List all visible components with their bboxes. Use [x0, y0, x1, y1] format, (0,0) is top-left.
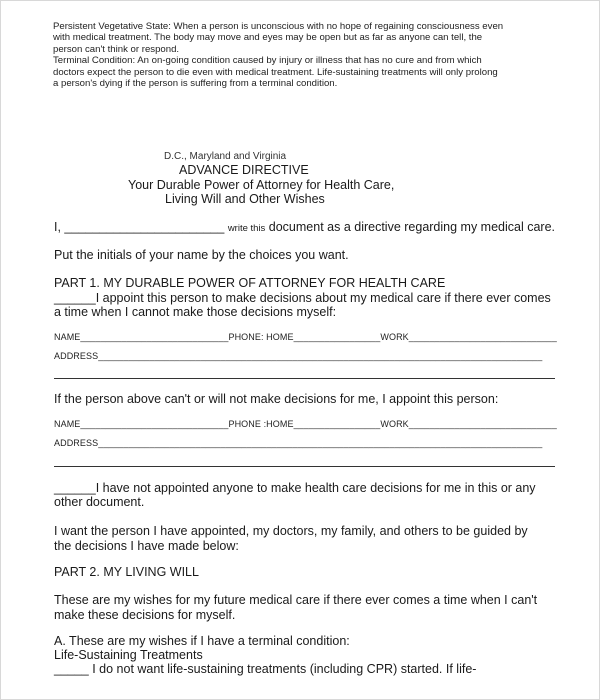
- part1-appoint-line-2: a time when I cannot make those decisions myself:: [54, 305, 337, 319]
- declarant-name-field[interactable]: _______________________: [64, 220, 225, 234]
- initials-instruction: Put the initials of your name by the choices you want.: [54, 248, 349, 262]
- alternate-phone-label: PHONE :HOME: [228, 419, 294, 429]
- tc-definition-line-1: Terminal Condition: An on-going condition caused by injury or illness that has no cure and from which: [53, 55, 482, 67]
- jurisdictions-label: D.C., Maryland and Virginia: [164, 151, 287, 162]
- tc-definition-line-3: a person's dying if the person is suffering from a terminal condition.: [53, 78, 338, 90]
- guided-line-1: I want the person I have appointed, my doctors, my family, and others to be guided by: [54, 524, 528, 538]
- alternate-address-line-2[interactable]: [54, 466, 555, 467]
- intro-write-this: write this: [227, 223, 266, 234]
- not-appointed-line-2: other document.: [54, 495, 145, 509]
- agent-address-field[interactable]: _______________________________________________________________________________________: [98, 351, 543, 361]
- alternate-name-field[interactable]: _____________________________: [80, 419, 229, 429]
- document-title: ADVANCE DIRECTIVE: [179, 163, 309, 177]
- part2-heading: PART 2. MY LIVING WILL: [54, 565, 199, 579]
- guided-line-2: the decisions I have made below:: [54, 539, 239, 553]
- alternate-work-field[interactable]: _____________________________: [408, 419, 557, 429]
- document-subtitle-1: Your Durable Power of Attorney for Health Care,: [128, 178, 395, 192]
- intro-prefix: I,: [54, 220, 65, 234]
- intro-statement: [54, 220, 555, 237]
- agent-work-field[interactable]: _____________________________: [408, 332, 557, 342]
- alternate-address-label: ADDRESS: [54, 438, 99, 448]
- agent-address-row: [54, 351, 542, 361]
- alternate-address-field[interactable]: _______________________________________________________________________________________: [98, 438, 543, 448]
- part2-wishes-line-1: These are my wishes for my future medical care if there ever comes a time when I can't: [54, 593, 538, 607]
- agent-form-row: [54, 332, 557, 342]
- definitions-block: [53, 21, 583, 89]
- alternate-agent-statement: If the person above can't or will not make decisions for me, I appoint this person:: [54, 392, 499, 406]
- alternate-phone-field[interactable]: _________________: [293, 419, 381, 429]
- not-appointed-line-1[interactable]: ______I have not appointed anyone to make health care decisions for me in this or any: [54, 481, 536, 495]
- document-subtitle-2: Living Will and Other Wishes: [165, 192, 325, 206]
- tc-definition-line-2: doctors expect the person to die even with medical treatment. Life-sustaining treatments will only prolong: [53, 66, 498, 78]
- agent-name-label: NAME: [54, 332, 81, 342]
- part2-wishes-line-2: make these decisions for myself.: [54, 608, 236, 622]
- part1-heading: PART 1. MY DURABLE POWER OF ATTORNEY FOR HEALTH CARE: [54, 276, 446, 290]
- pvs-definition-line-1: Persistent Vegetative State: When a person is unconscious with no hope of regaining consciousness even: [53, 21, 504, 32]
- agent-work-label: WORK: [380, 332, 409, 342]
- alternate-form-row: [54, 419, 557, 429]
- agent-phone-label: PHONE: HOME: [228, 332, 294, 342]
- intro-rest: document as a directive regarding my medical care.: [265, 220, 556, 234]
- lst-heading: Life-Sustaining Treatments: [54, 648, 203, 662]
- agent-address-label: ADDRESS: [54, 351, 99, 361]
- agent-phone-field[interactable]: _________________: [293, 332, 381, 342]
- part1-appoint-line-1[interactable]: ______I appoint this person to make decisions about my medical care if there ever comes: [54, 291, 551, 305]
- pvs-definition-line-3: person can't think or respond.: [53, 43, 180, 55]
- agent-name-field[interactable]: _____________________________: [80, 332, 229, 342]
- section-a-heading: A. These are my wishes if I have a terminal condition:: [54, 634, 350, 648]
- pvs-definition-line-2: with medical treatment. The body may move and eyes may be open but as far as anyone can tell, the: [53, 32, 483, 44]
- agent-address-line-2[interactable]: [54, 378, 555, 379]
- lst-option-line[interactable]: _____ I do not want life-sustaining treatments (including CPR) started. If life-: [54, 662, 477, 676]
- alternate-address-row: [54, 438, 542, 448]
- alternate-name-label: NAME: [54, 419, 81, 429]
- alternate-work-label: WORK: [380, 419, 409, 429]
